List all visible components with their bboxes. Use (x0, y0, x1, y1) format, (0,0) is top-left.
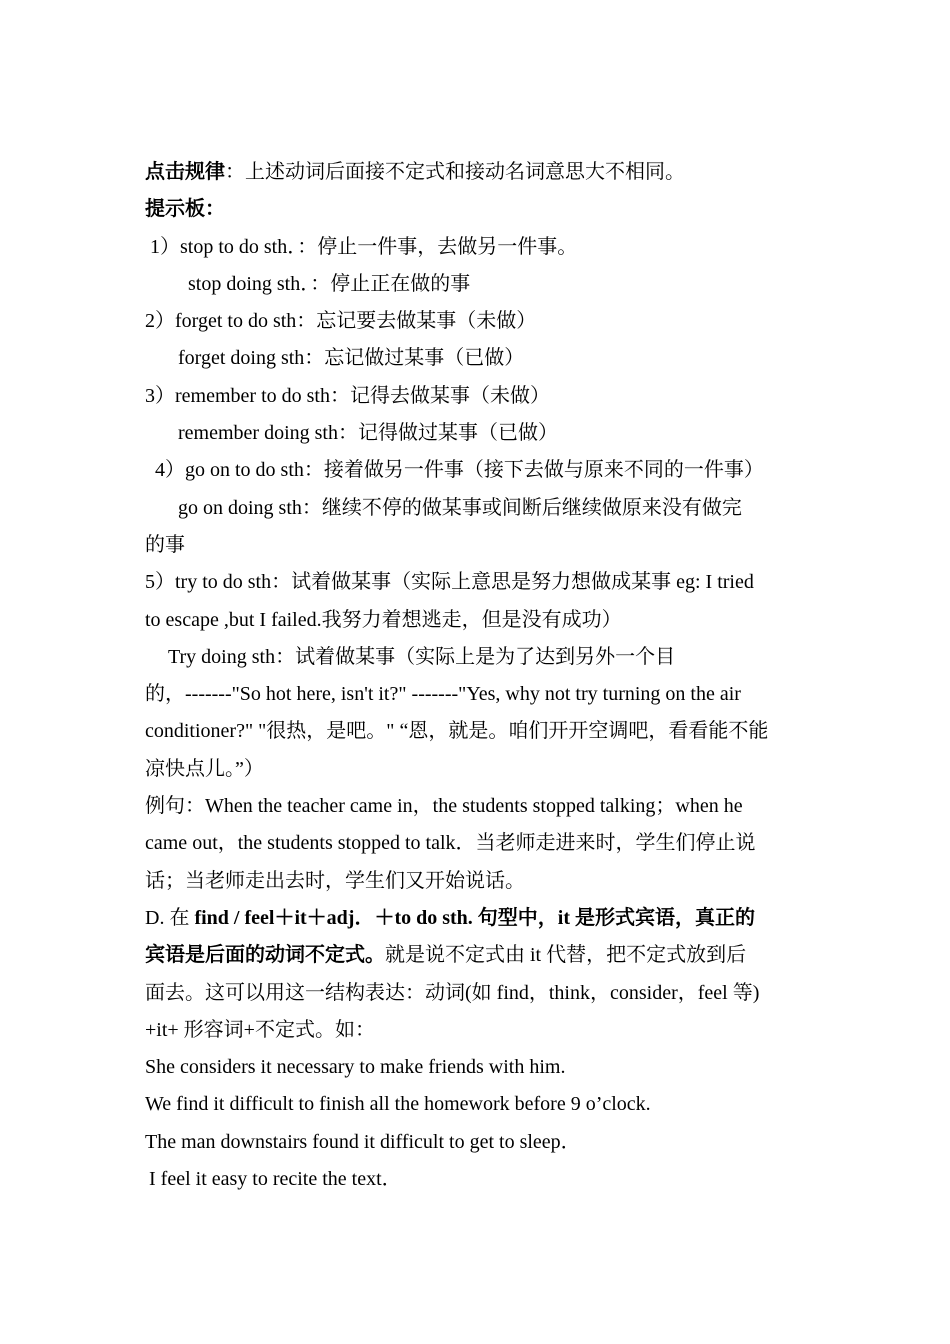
item-5-a-line-1: 5）try to do sth：试着做某事（实际上意思是努力想做成某事 eg: I tried (145, 571, 754, 594)
item-5-b-line-2: 的，-------"So hot here, isn't it?" -------"Yes, why not try turning on the air (145, 683, 741, 706)
item-5-b-line-4: 凉快点儿。”） (145, 757, 264, 780)
rule-label: 点击规律 (145, 161, 225, 183)
item-1-a: 1）stop to do sth．：停止一件事，去做另一件事。 (150, 235, 578, 258)
section-d-line-2 (145, 937, 810, 974)
item-2-a: 2）forget to do sth：忘记要去做某事（未做） (145, 310, 537, 333)
item-5-a-line-2: to escape ,but I failed.我努力着想逃走，但是没有成功） (145, 608, 622, 631)
item-2-b: forget doing sth：忘记做过某事（已做） (178, 347, 525, 370)
example-line-2: came out，the students stopped to talk．当老师走进来时，学生们停止说 (145, 832, 756, 855)
item-4-a: 4）go on to do sth：接着做另一件事（接下去做与原来不同的一件事） (155, 459, 764, 482)
rule-text: ：上述动词后面接不定式和接动名词意思大不相同。 (225, 161, 685, 183)
item-3-b: remember doing sth：记得做过某事（已做） (178, 422, 558, 445)
example-sentence-4: I feel it easy to recite the text． (149, 1168, 402, 1191)
item-4-b-line-1: go on doing sth：继续不停的做某事或间断后继续做原来没有做完 (178, 496, 742, 519)
document-page (145, 154, 810, 1198)
rule-line (145, 154, 810, 191)
section-d-line-3: 面去。这可以用这一结构表达：动词(如 find，think，consider，feel 等) (145, 981, 760, 1004)
board-label: 提示板： (145, 198, 225, 221)
section-d-bold-2: 宾语是后面的动词不定式。 (145, 944, 385, 967)
item-1-b: stop doing sth．：停止正在做的事 (188, 272, 471, 295)
example-line-1: 例句：When the teacher came in，the students stopped talking；when he (145, 795, 743, 818)
item-4-b-line-2: 的事 (145, 533, 185, 556)
example-sentence-2: We find it difficult to finish all the homework before 9 o’clock. (145, 1093, 651, 1116)
section-d-line-4: +it+ 形容词+不定式。如： (145, 1018, 375, 1041)
section-d-bold-1: find / feel＋it＋adj．＋to do sth. 句型中，it 是形式宾语，真正的 (194, 906, 756, 929)
section-d-prefix: D. 在 (145, 906, 195, 929)
example-sentence-1: She considers it necessary to make friends with him. (145, 1056, 566, 1079)
section-d-line-2-rest: 就是说不定式由 it 代替，把不定式放到后 (385, 944, 747, 967)
item-3-a: 3）remember to do sth：记得去做某事（未做） (145, 384, 550, 407)
example-sentence-3: The man downstairs found it difficult to get to sleep． (145, 1130, 581, 1153)
item-5-b-line-3: conditioner?" "很热，是吧。" “恩，就是。咱们开开空调吧，看看能不能 (145, 720, 769, 743)
example-line-3: 话；当老师走出去时，学生们又开始说话。 (145, 869, 525, 892)
section-d-line-1 (145, 900, 810, 937)
item-5-b-line-1: Try doing sth：试着做某事（实际上是为了达到另外一个目 (168, 645, 676, 668)
